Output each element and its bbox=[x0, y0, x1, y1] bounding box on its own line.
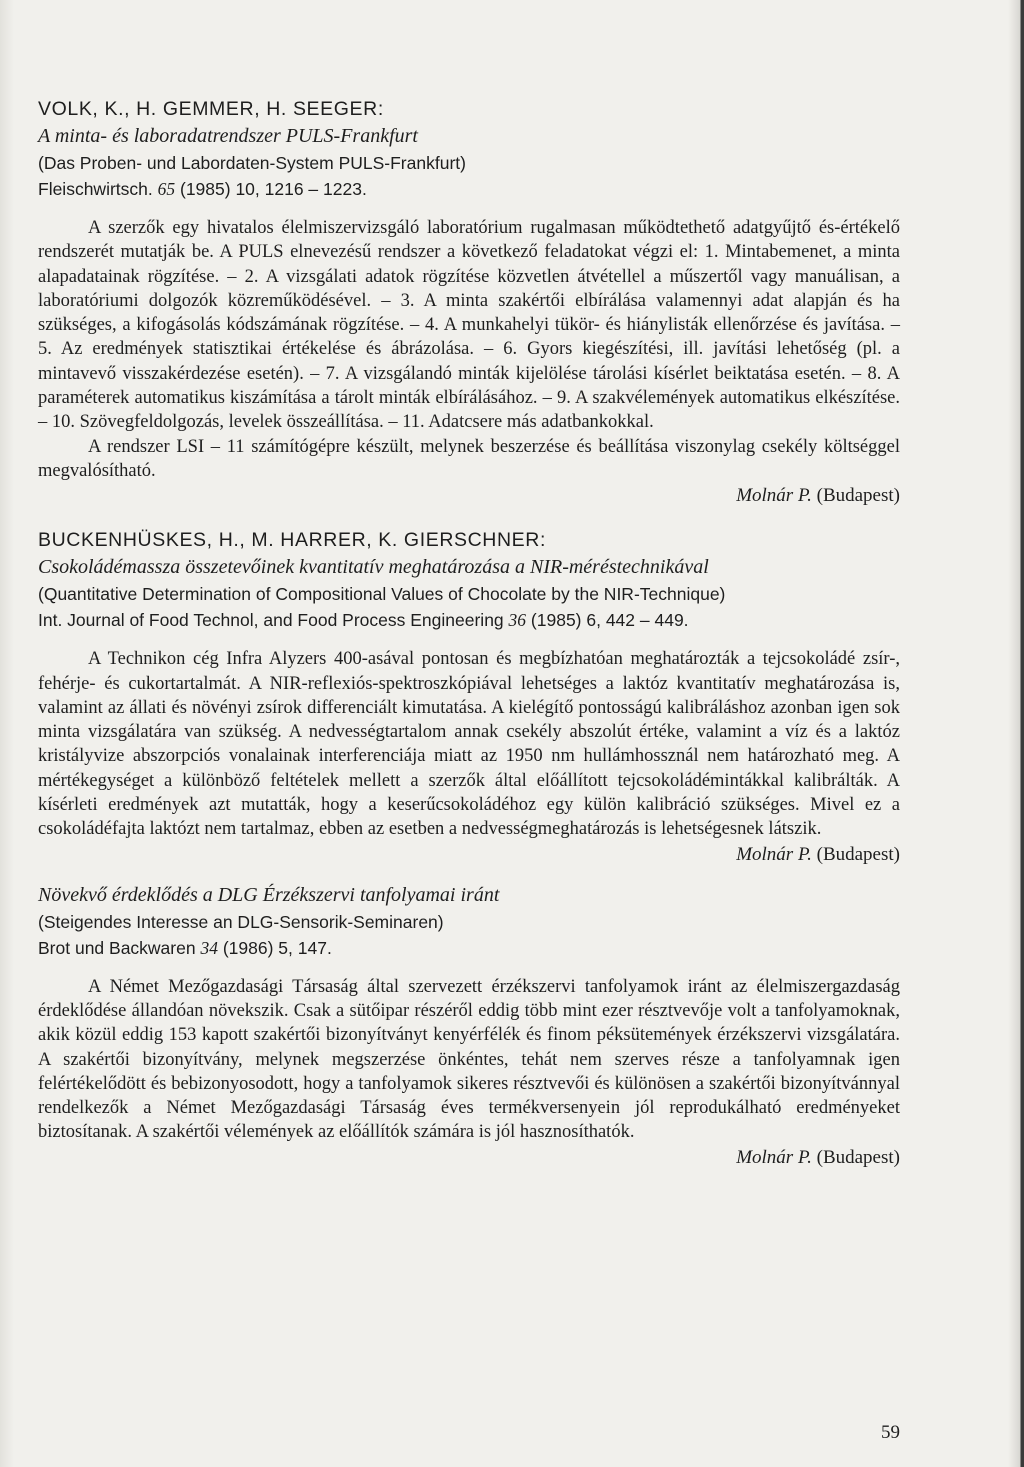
article-volk bbox=[38, 96, 900, 509]
article-source bbox=[38, 176, 900, 202]
reviewer-signature bbox=[38, 1145, 900, 1171]
reviewer-name: Molnár P. bbox=[736, 1146, 812, 1168]
source-journal: Brot und Backwaren bbox=[38, 937, 196, 958]
article-abstract-paragraph: A szerzők egy hivatalos élelmiszervizsgáló laboratórium rugalmasan működtethető adatgyűjtő és-értékelő rendszerét mutatják be. A PULS elnevezésű rendszer a következő feladatokat végzi el: 1. Mintabemenet, a minta alapadatainak rögzítése. – 2. A vizsgálati adatok rögzítése közvetlen átvétellel a műszertől vagy manuálisan, a laboratóriumi dolgozók közreműködésével. – 3. A minta szakértői elbírálása valamennyi adat alapján és ha szükséges, a kifogásolás kódszámának rögzítése. – 4. A munkahelyi tükör- és hiánylisták ellenőrzése és javítása. – 5. Az eredmények statisztikai értékelése és ábrázolása. – 6. Gyors kiegészítési, ill. javítási lehetőség (pl. a mintavevő visszakérdezése esetén). – 7. A vizsgálandó minták kijelölése tárolási kísérlet beiktatása esetén. – 8. A paraméterek automatikus kiszámítása a tárolt minták elbírálásához. – 9. A szakvélemények automatikus elkészítése. – 10. Szövegfeldolgozás, levelek összeállítása. – 11. Adatcsere más adatbankokkal. bbox=[38, 218, 900, 433]
article-title: A minta- és laboradatrendszer PULS-Frankfurt bbox=[38, 125, 418, 147]
article-title: Csokoládémassza összetevőinek kvantitatív meghatározása a NIR-méréstechnikával bbox=[38, 556, 709, 579]
article-original-title: (Das Proben- und Labordaten-System PULS-Frankfurt) bbox=[38, 153, 466, 173]
source-journal: Int. Journal of Food Technol, and Food Process Engineering bbox=[38, 610, 504, 631]
reviewer-city: (Budapest) bbox=[816, 485, 900, 507]
article-abstract-paragraph: A Technikon cég Infra Alyzers 400-asával pontosan és megbízhatóan meghatározták a tejcsokoládé zsír-, fehérje- és cukortartalmát. A NIR-reflexiós-spektroszkópiával lehetséges a laktóz kvantitatív meghatározása is, valamint az állati és növényi zsírok differenciált kimutatása. A kielégítő pontosságú kalibráláshoz azonban igen sok minta vizsgálatára van szükség. A nedvességtartalom annak csekély abszolút értéke, valamint a víz és a laktóz kristályvize abszorpciós vonalainak interferenciája miatt az 1950 nm hullámhossznál nem határozható meg. A mértékegységet a különböző feltételek mellett a szerzők által előállított tejcsokoládémintákkal kalibrálták. A kísérleti eredmények azt mutatták, hogy a keserűcsokoládéhoz egy külön kalibráció szükséges. Mivel ez a csokoládéfajta laktózt nem tartalmaz, ebben az esetben a nedvességmeghatározás is lehetségesnek látszik. bbox=[38, 649, 900, 840]
page-edge-left bbox=[0, 0, 14, 1467]
article-abstract-paragraph: A Német Mezőgazdasági Társaság által szervezett érzékszervi tanfolyamok iránt az élelmiszergazdaság érdeklődése állandóan növekszik. Csak a sütőipar részéről eddig több mint ezer résztvevője volt a tanfolyamoknak, akik közül eddig 153 kapott szakértői bizonyítványt kenyérfélék és finom péksütemények érzékszervi vizsgálatára. A szakértői bizonyítvány, melynek megszerzése önkéntes, tehát nem szerves része a tanfolyamnak igen felértékelődött és bebizonyosodott, hogy a tanfolyamok sikeres résztvevői és különösen a szakértői bizonyítvánnyal rendelkezők a Német Mezőgazdasági Társaság éves termékversenyein jól reprodukálható eredményeket biztosítanak. A szakértői vélemények az előállítók számára is jól hasznosíthatók. bbox=[38, 976, 900, 1143]
article-authors: VOLK, K., H. GEMMER, H. SEEGER: bbox=[38, 98, 384, 120]
reviewer-signature bbox=[38, 483, 900, 509]
page-content bbox=[38, 96, 900, 1171]
article-source bbox=[38, 607, 900, 633]
article-abstract-paragraph: A rendszer LSI – 11 számítógépre készült, melynek beszerzése és beállítása viszonylag csekély költséggel megvalósítható. bbox=[38, 436, 900, 481]
article-authors: BUCKENHÜSKES, H., M. HARRER, K. GIERSCHNER: bbox=[38, 529, 546, 552]
article-original-title: (Steigendes Interesse an DLG-Sensorik-Seminaren) bbox=[38, 911, 444, 932]
source-issue-pages: (1985) 10, 1216 – 1223. bbox=[180, 179, 367, 199]
reviewer-signature bbox=[38, 842, 900, 868]
article-buckenhuskes bbox=[38, 527, 900, 867]
page-edge-right bbox=[1008, 0, 1024, 1467]
article-dlg bbox=[38, 882, 900, 1171]
reviewer-city: (Budapest) bbox=[816, 1146, 900, 1168]
article-original-title: (Quantitative Determination of Compositional Values of Chocolate by the NIR-Technique) bbox=[38, 584, 726, 605]
source-volume: 34 bbox=[200, 937, 218, 958]
source-journal: Fleischwirtsch. bbox=[38, 179, 153, 199]
source-issue-pages: (1986) 5, 147. bbox=[222, 937, 332, 958]
article-source bbox=[38, 935, 900, 961]
source-issue-pages: (1985) 6, 442 – 449. bbox=[530, 610, 689, 631]
page-number: 59 bbox=[881, 1422, 900, 1443]
source-volume: 36 bbox=[508, 610, 527, 631]
reviewer-name: Molnár P. bbox=[736, 843, 812, 865]
article-title: Növekvő érdeklődés a DLG Érzékszervi tanfolyamai iránt bbox=[38, 883, 500, 906]
source-volume: 65 bbox=[157, 179, 176, 199]
reviewer-city: (Budapest) bbox=[816, 843, 900, 865]
reviewer-name: Molnár P. bbox=[736, 485, 812, 507]
